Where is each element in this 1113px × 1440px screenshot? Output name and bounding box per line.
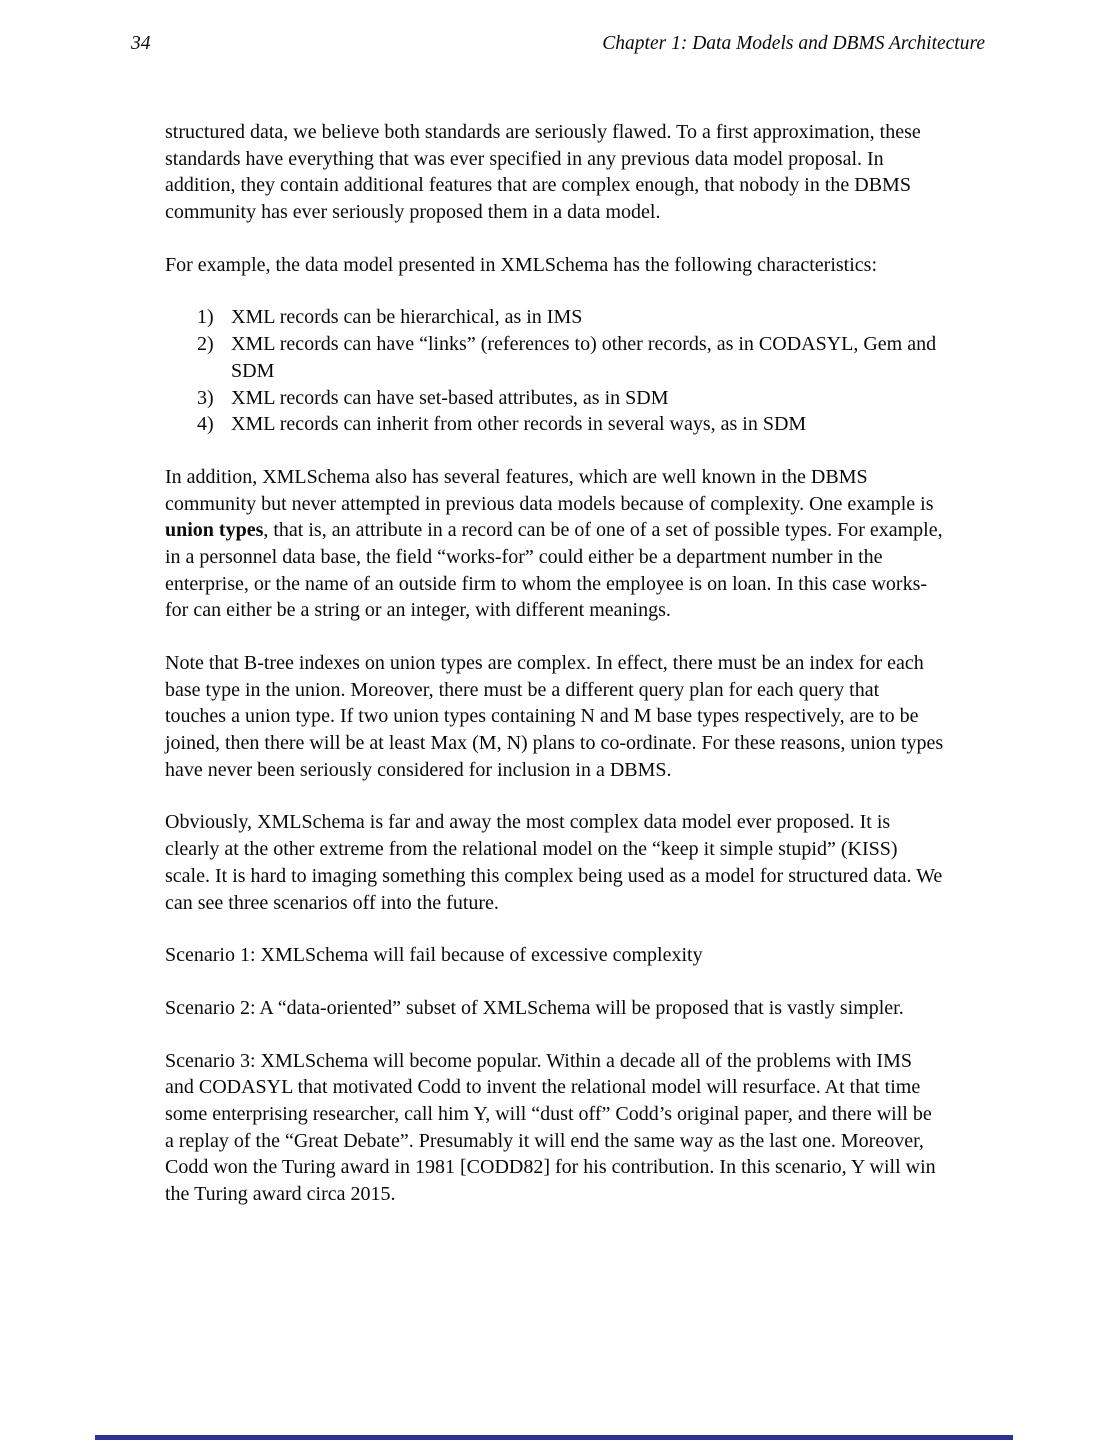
list-item [197,331,945,384]
list-item-text: XML records can be hierarchical, as in IMS [231,306,583,329]
page-body [0,55,1113,1208]
list-item-text: XML records can inherit from other records in several ways, as in SDM [231,413,807,436]
paragraph-union-types [165,464,945,624]
paragraph-obviously: Obviously, XMLSchema is far and away the most complex data model ever proposed. It is clearly at the other extreme from the relational model on the “keep it simple stupid” (KISS) scale. It is hard to imaging something this complex being used as a model for structured data. We can see three scenarios off into the future. [165,811,943,914]
list-item-number: 1) [197,306,214,329]
bold-union-types: union types [165,519,264,542]
paragraph-scenario-2: Scenario 2: A “data-oriented” subset of XMLSchema will be proposed that is vastly simpler. [165,996,904,1019]
paragraph-text: In addition, XMLSchema also has several features, which are well known in the DBMS community but never attempted in previous data models because of complexity. One example is [165,465,934,515]
paragraph-scenario-1: Scenario 1: XMLSchema will fail because of excessive complexity [165,944,703,967]
list-item-text: XML records can have “links” (references to) other records, as in CODASYL, Gem and SDM [231,333,937,382]
list-item-text: XML records can have set-based attributes, as in SDM [231,386,669,409]
list-item-number: 4) [197,413,214,436]
list-item [197,385,945,412]
paragraph-text: , that is, an attribute in a record can be of one of a set of possible types. For example, in a personnel data base, the field “works-for” could either be a department number in the enterprise, or the name of an outside firm to whom the employee is on loan. In this case works-for can either be a string or an integer, with different meanings. [165,519,943,622]
page-number: 34 [131,33,151,54]
list-item [197,304,945,331]
list-item [197,411,945,438]
chapter-title: Chapter 1: Data Models and DBMS Architecture [602,33,985,54]
paragraph-intro: structured data, we believe both standards are seriously flawed. To a first approximation, these standards have everything that was ever specified in any previous data model proposal. In addition, they contain additional features that are complex enough, that nobody in the DBMS community has ever seriously proposed them in a data model. [165,121,921,224]
list-item-number: 3) [197,386,214,409]
page-bottom-edge [95,1435,1013,1440]
paragraph-btree: Note that B-tree indexes on union types are complex. In effect, there must be an index for each base type in the union. Moreover, there must be a different query plan for each query that touches a union type. If two union types containing N and M base types respectively, are to be joined, then there will be at least Max (M, N) plans to co-ordinate. For these reasons, union types have never been seriously considered for inclusion in a DBMS. [165,652,944,781]
numbered-list [197,304,945,437]
list-item-number: 2) [197,333,214,356]
paragraph-scenario-3: Scenario 3: XMLSchema will become popular. Within a decade all of the problems with IMS and CODASYL that motivated Codd to invent the relational model will resurface. At that time some enterprising researcher, call him Y, will “dust off” Codd’s original paper, and there will be a replay of the “Great Debate”. Presumably it will end the same way as the last one. Moreover, Codd won the Turing award in 1981 [CODD82] for his contribution. In this scenario, Y will win the Turing award circa 2015. [165,1049,936,1205]
page-header [0,0,1113,55]
paragraph-example-lead: For example, the data model presented in XMLSchema has the following characteristics: [165,253,878,276]
